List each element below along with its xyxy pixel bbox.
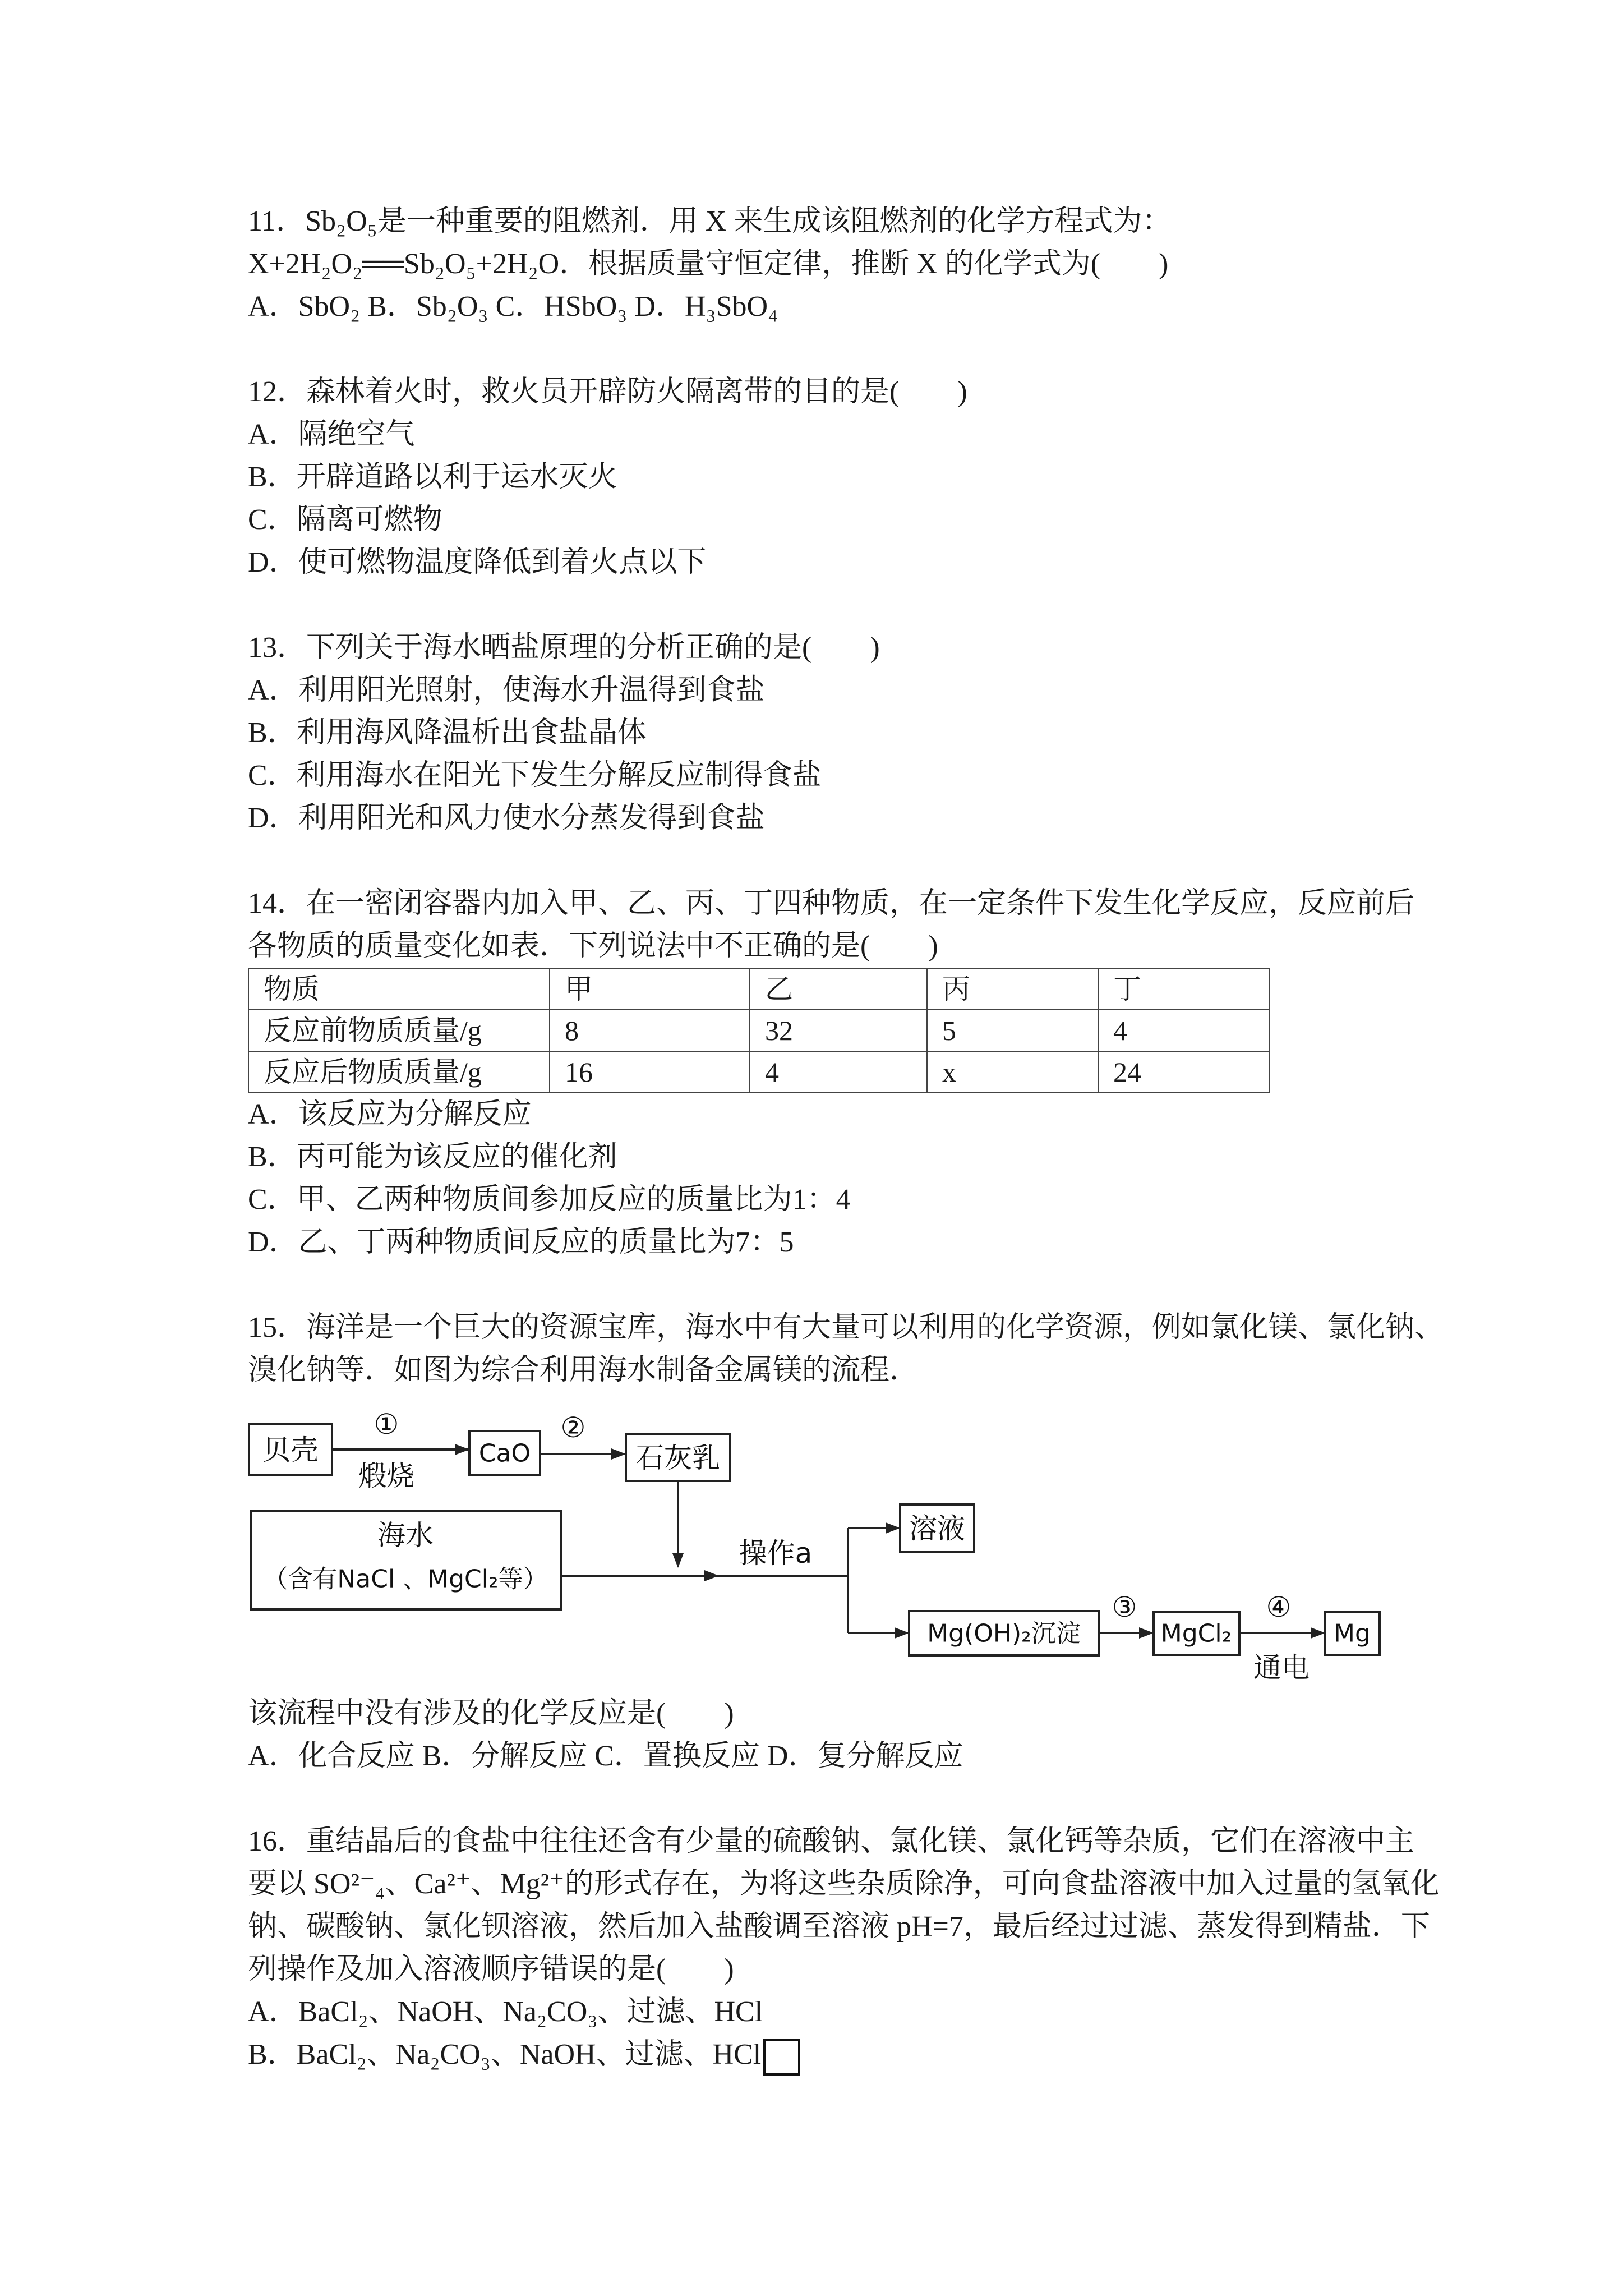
- question-stem-line: 12．森林着火时，救火员开辟防火隔离带的目的是( ): [248, 376, 967, 408]
- answer-box: [763, 2039, 800, 2076]
- question-13: [248, 627, 1482, 840]
- question-prompt-line: 该流程中没有涉及的化学反应是( ): [248, 1697, 734, 1729]
- option-line: A．化合反应 B．分解反应 C．置换反应 D．复分解反应: [248, 1740, 963, 1772]
- option-a: A．该反应为分解反应: [248, 1098, 532, 1130]
- table-cell: 5: [927, 1010, 1098, 1051]
- table-cell: 24: [1098, 1051, 1270, 1093]
- operation-a-label: 操作a: [739, 1537, 813, 1570]
- option-a: A．利用阳光照射，使海水升温得到食盐: [248, 674, 765, 706]
- option-a: A．隔绝空气: [248, 418, 415, 450]
- question-stem-line: X+2H₂O₂══Sb₂O₅+2H₂O．根据质量守恒定律，推断 X 的化学式为( ): [248, 248, 1169, 280]
- question-stem-line: 钠、碳酸钠、氯化钡溶液，然后加入盐酸调至溶液 pH=7，最后经过过滤、蒸发得到精盐．下: [248, 1911, 1430, 1943]
- table-header-cell: 丁: [1098, 968, 1270, 1010]
- table-header-cell: 物质: [248, 968, 550, 1010]
- option-a: A．BaCl₂、NaOH、Na₂CO₃、过滤、HCl: [248, 1996, 763, 2028]
- precipitate-label: Mg(OH)₂沉淀: [927, 1619, 1081, 1648]
- question-12: [248, 371, 1482, 584]
- flowchart-svg: [248, 1392, 1426, 1692]
- exam-content: [248, 200, 1482, 2119]
- question-15: [248, 1306, 1482, 1778]
- option-b: B．开辟道路以利于运水灭火: [248, 461, 617, 493]
- option-d: D．使可燃物温度降低到着火点以下: [248, 546, 707, 578]
- mass-change-table: [248, 968, 1270, 1093]
- question-11: [248, 200, 1482, 328]
- option-c: C．利用海水在阳光下发生分解反应制得食盐: [248, 760, 822, 792]
- seawater-title: 海水: [377, 1519, 434, 1552]
- table-cell: 4: [1098, 1010, 1270, 1051]
- option-b: B．丙可能为该反应的催化剂: [248, 1141, 617, 1173]
- table-row: [248, 1051, 1270, 1093]
- question-stem-line: 要以 SO²⁻₄、Ca²⁺、Mg²⁺的形式存在，为将这些杂质除净，可向食盐溶液中加入过量的氢氧化: [248, 1868, 1440, 1900]
- table-header-cell: 丙: [927, 968, 1098, 1010]
- question-stem-line: 溴化钠等．如图为综合利用海水制备金属镁的流程．: [248, 1354, 919, 1386]
- option-b: B．BaCl₂、Na₂CO₃、NaOH、过滤、HCl: [248, 2039, 762, 2070]
- table-row-label: 反应后物质质量/g: [248, 1051, 550, 1093]
- cao-label: CaO: [478, 1439, 531, 1468]
- question-stem-line: 14．在一密闭容器内加入甲、乙、丙、丁四种物质，在一定条件下发生化学反应，反应前后: [248, 887, 1415, 919]
- table-cell: 4: [750, 1051, 927, 1093]
- question-stem-line: 15．海洋是一个巨大的资源宝库，海水中有大量可以利用的化学资源，例如氯化镁、氯化钠、: [248, 1312, 1444, 1343]
- magnesium-process-flowchart: [248, 1392, 1482, 1692]
- option-d: D．乙、丁两种物质间反应的质量比为7：5: [248, 1226, 794, 1258]
- table-row-label: 反应前物质质量/g: [248, 1010, 550, 1051]
- question-stem-line: 13．下列关于海水晒盐原理的分析正确的是( ): [248, 632, 880, 664]
- option-b: B．利用海风降温析出食盐晶体: [248, 717, 647, 749]
- step-3-marker: ③: [1112, 1591, 1137, 1623]
- question-16: [248, 1820, 1482, 2076]
- option-line: A．SbO₂ B．Sb₂O₃ C．HSbO₃ D．H₃SbO₄: [248, 291, 778, 323]
- seawater-note: （含有NaCl 、MgCl₂等）: [263, 1565, 548, 1594]
- mg-label: Mg: [1334, 1619, 1371, 1648]
- question-stem-line: 各物质的质量变化如表．下列说法中不正确的是( ): [248, 930, 938, 962]
- lime-milk-label: 石灰乳: [636, 1442, 720, 1474]
- option-b-row: [248, 2033, 1482, 2076]
- option-d: D．利用阳光和风力使水分蒸发得到食盐: [248, 802, 765, 834]
- step-2-marker: ②: [560, 1411, 586, 1444]
- step-4-marker: ④: [1266, 1591, 1292, 1623]
- solution-label: 溶液: [909, 1512, 965, 1545]
- table-header-cell: 乙: [750, 968, 927, 1010]
- electrolysis-label: 通电: [1253, 1651, 1310, 1684]
- table-header-row: [248, 968, 1270, 1010]
- table-cell: 16: [550, 1051, 750, 1093]
- option-c: C．甲、乙两种物质间参加反应的质量比为1：4: [248, 1184, 851, 1216]
- question-stem-line: 列操作及加入溶液顺序错误的是( ): [248, 1953, 734, 1985]
- table-cell: 8: [550, 1010, 750, 1051]
- shell-label: 贝壳: [262, 1434, 319, 1466]
- table-cell: x: [927, 1051, 1098, 1093]
- mgcl2-label: MgCl₂: [1160, 1619, 1232, 1648]
- question-stem-line: 11．Sb₂O₅是一种重要的阻燃剂．用 X 来生成该阻燃剂的化学方程式为：: [248, 205, 1172, 237]
- table-cell: 32: [750, 1010, 927, 1051]
- question-14: [248, 882, 1482, 1264]
- option-c: C．隔离可燃物: [248, 504, 442, 536]
- table-header-cell: 甲: [550, 968, 750, 1010]
- question-stem-line: 16．重结晶后的食盐中往往还含有少量的硫酸钠、氯化镁、氯化钙等杂质，它们在溶液中主: [248, 1825, 1415, 1857]
- calcination-label: 煅烧: [358, 1460, 414, 1492]
- table-row: [248, 1010, 1270, 1051]
- step-1-marker: ①: [374, 1408, 399, 1441]
